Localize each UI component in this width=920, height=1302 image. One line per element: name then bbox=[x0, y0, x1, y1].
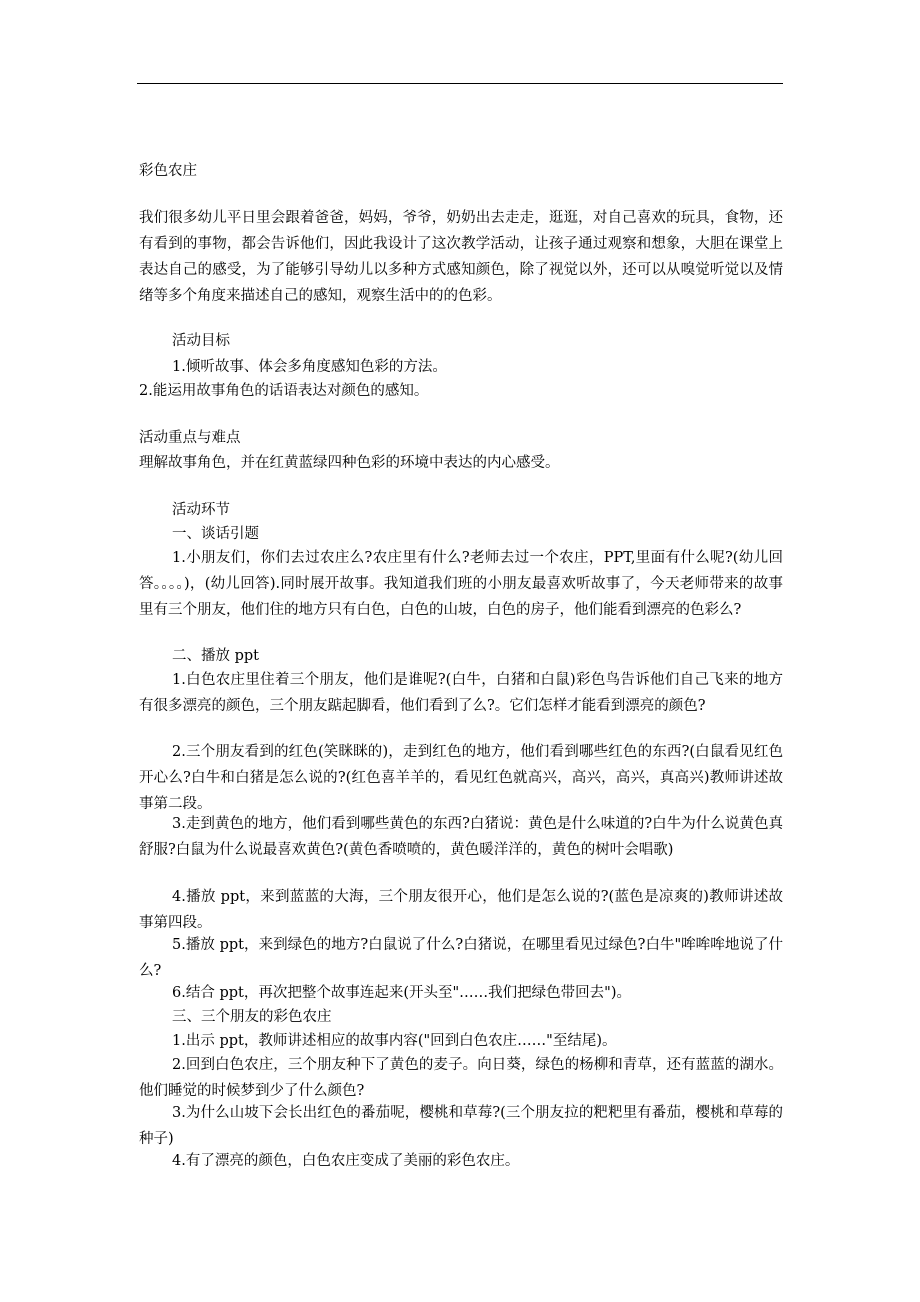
part3-item-3: 3.为什么山坡下会长出红色的番茄呢，樱桃和草莓?(三个朋友拉的粑粑里有番茄，樱桃和草莓的种子) bbox=[139, 1105, 783, 1147]
steps-heading: 活动环节 bbox=[172, 502, 230, 518]
key-points-heading: 活动重点与难点 bbox=[139, 430, 241, 446]
part2-item-6: 6.结合 ppt，再次把整个故事连起来(开头至"……我们把绿色带回去")。 bbox=[172, 985, 631, 1001]
part2-item-3: 3.走到黄色的地方，他们看到哪些黄色的东西?白猪说：黄色是什么味道的?白牛为什么说黄色真舒服?白鼠为什么说最喜欢黄色?(黄色香喷喷的，黄色暖洋洋的，黄色的树叶会唱歌) bbox=[139, 816, 783, 858]
key-points-text: 理解故事角色，并在红黄蓝绿四种色彩的环境中表达的内心感受。 bbox=[139, 455, 560, 471]
part3-item-1: 1.出示 ppt，教师讲述相应的故事内容("回到白色农庄……"至结尾)。 bbox=[172, 1033, 617, 1049]
part2-item-5: 5.播放 ppt，来到绿色的地方?白鼠说了什么?白猪说，在哪里看见过绿色?白牛"哞哞哞地说了什么? bbox=[139, 937, 783, 979]
document-title: 彩色农庄 bbox=[139, 163, 197, 179]
goals-heading: 活动目标 bbox=[172, 333, 230, 349]
part3-item-4: 4.有了漂亮的颜色，白色农庄变成了美丽的彩色农庄。 bbox=[172, 1153, 520, 1169]
header-rule bbox=[137, 83, 783, 84]
part3-item-2: 2.回到白色农庄，三个朋友种下了黄色的麦子。向日葵，绿色的杨柳和青草，还有蓝蓝的湖水。他们睡觉的时候梦到少了什么颜色? bbox=[139, 1057, 783, 1099]
goal-item-1: 1.倾听故事、体会多角度感知色彩的方法。 bbox=[172, 359, 447, 375]
part3-heading: 三、三个朋友的彩色农庄 bbox=[172, 1009, 332, 1025]
part2-heading: 二、播放 ppt bbox=[172, 648, 259, 664]
part2-item-4: 4.播放 ppt，来到蓝蓝的大海，三个朋友很开心，他们是怎么说的?(蓝色是凉爽的)教师讲述故事第四段。 bbox=[139, 889, 783, 931]
part1-item-1: 1.小朋友们，你们去过农庄么?农庄里有什么?老师去过一个农庄，PPT,里面有什么呢?(幼儿回答。。。。)，(幼儿回答).同时展开故事。我知道我们班的小朋友最喜欢听故事了，今天老师带来的故事里有三个朋友，他们住的地方只有白色，白色的山坡，白色的房子，他们能看到漂亮的色彩么? bbox=[139, 550, 783, 618]
part2-item-1: 1.白色农庄里住着三个朋友，他们是谁呢?(白牛，白猪和白鼠)彩色鸟告诉他们自己飞来的地方有很多漂亮的颜色，三个朋友踮起脚看，他们看到了么?。它们怎样才能看到漂亮的颜色? bbox=[139, 672, 783, 714]
part2-item-2: 2.三个朋友看到的红色(笑眯眯的)，走到红色的地方，他们看到哪些红色的东西?(白鼠看见红色开心么?白牛和白猪是怎么说的?(红色喜羊羊的，看见红色就高兴，高兴，高兴，真高兴)教师讲述故事第二段。 bbox=[139, 744, 783, 812]
goal-item-2: 2.能运用故事角色的话语表达对颜色的感知。 bbox=[139, 383, 429, 399]
intro-paragraph: 我们很多幼儿平日里会跟着爸爸，妈妈，爷爷，奶奶出去走走，逛逛，对自己喜欢的玩具，食物，还有看到的事物，都会告诉他们，因此我设计了这次教学活动，让孩子通过观察和想象，大胆在课堂上表达自己的感受，为了能够引导幼儿以多种方式感知颜色，除了视觉以外，还可以从嗅觉听觉以及情绪等多个角度来描述自己的感知，观察生活中的的色彩。 bbox=[139, 210, 783, 304]
part1-heading: 一、谈话引题 bbox=[172, 526, 259, 542]
